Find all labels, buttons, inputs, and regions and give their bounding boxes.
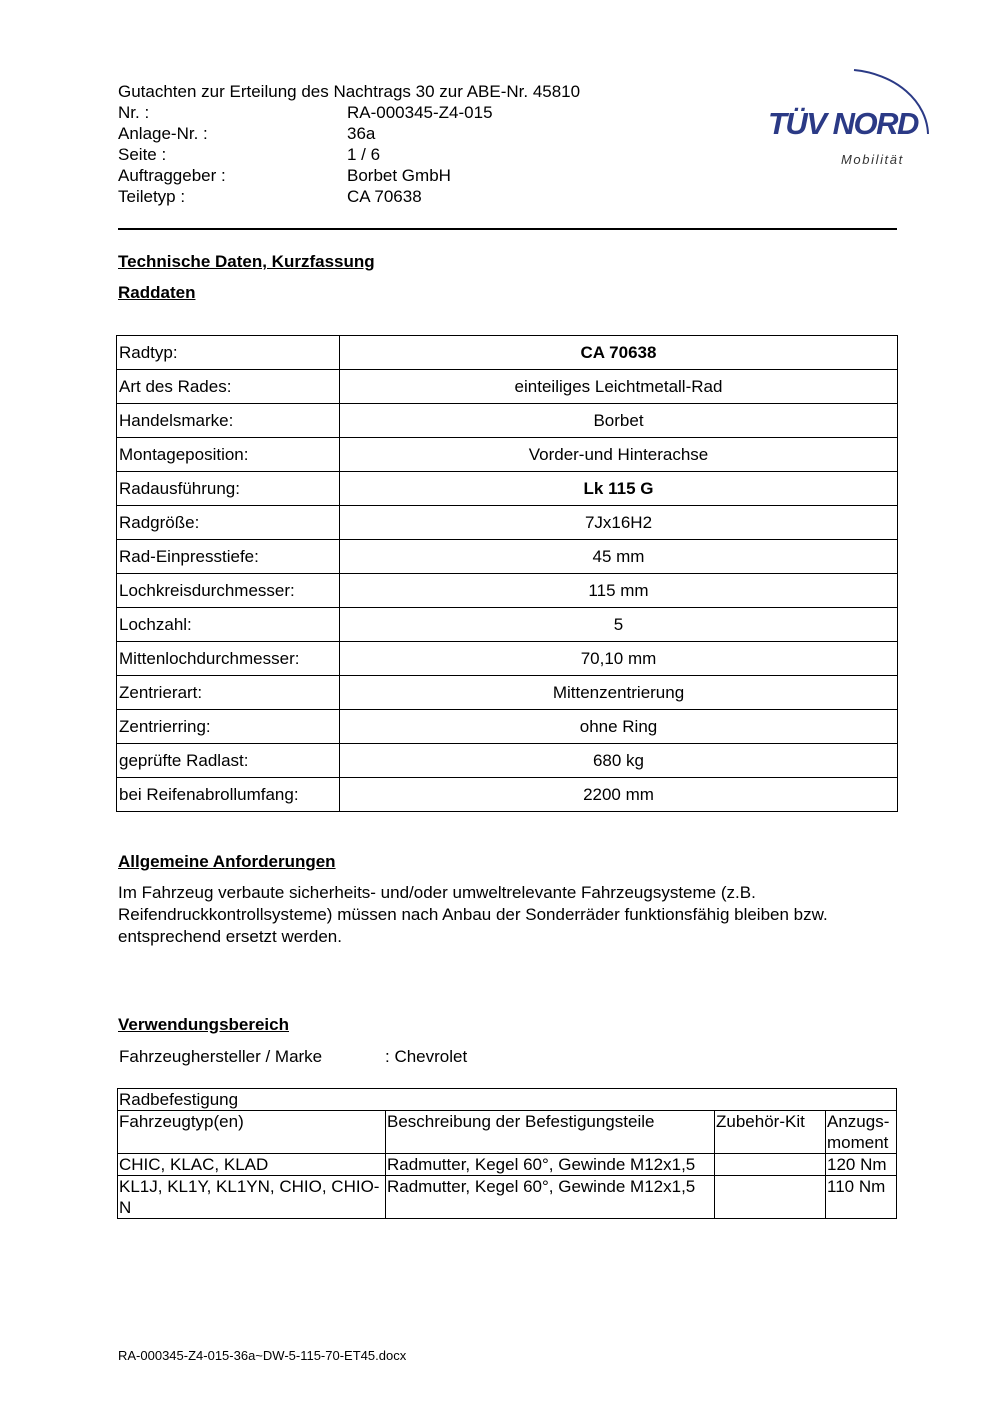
table-row [117,710,898,744]
table-cell-label: Radgröße: [117,506,340,540]
fahrzeughersteller-label: Fahrzeughersteller / Marke [119,1047,323,1066]
table-cell: Radmutter, Kegel 60°, Gewinde M12x1,5 [386,1154,715,1176]
section-heading-verwendungsbereich: Verwendungsbereich [118,1015,289,1034]
table-cell: Radmutter, Kegel 60°, Gewinde M12x1,5 [386,1176,715,1219]
footer-filename: RA-000345-Z4-015-36a~DW-5-115-70-ET45.docx [118,1348,407,1363]
table-row [117,540,898,574]
radbefestigung-table [117,1088,897,1219]
header-divider [118,228,897,230]
table-cell-value: Vorder-und Hinterachse [340,438,898,472]
header-row-nr [118,102,493,123]
table-cell [715,1154,826,1176]
table-row [118,1154,897,1176]
table-cell-label: Handelsmarke: [117,404,340,438]
table-cell-value: 5 [340,608,898,642]
table-row [117,744,898,778]
table-row [117,438,898,472]
table-cell: 120 Nm [826,1154,897,1176]
logo-subtext: Mobilität [841,152,904,167]
logo-wordmark: TÜV NORD [768,106,918,141]
header-label: Auftraggeber : [118,166,226,185]
header-value: 36a [347,124,376,143]
table-cell-value: ohne Ring [340,710,898,744]
table-cell: 110 Nm [826,1176,897,1219]
fahrzeughersteller-value: : Chevrolet [385,1047,468,1066]
header-row-seite [118,144,493,165]
table-row [117,642,898,676]
table-row [117,404,898,438]
table-cell-label: Radausführung: [117,472,340,506]
table-cell-value: einteiliges Leichtmetall-Rad [340,370,898,404]
document-title: Gutachten zur Erteilung des Nachtrags 30 zur ABE-Nr. 45810 [118,82,581,101]
header-row-anlage [118,123,493,144]
table-cell-value: 7Jx16H2 [340,506,898,540]
column-header: Zubehör-Kit [715,1111,826,1154]
table-row [118,1176,897,1219]
table-cell-label: Radtyp: [117,336,340,370]
table-cell-label: Rad-Einpresstiefe: [117,540,340,574]
table-cell-value: Lk 115 G [340,472,898,506]
column-header: Beschreibung der Befestigungsteile [386,1111,715,1154]
header-row-teiletyp [118,186,493,207]
header-label: Nr. : [118,103,150,122]
header-row-auftraggeber [118,165,493,186]
table-cell-label: Mittenlochdurchmesser: [117,642,340,676]
fahrzeughersteller-line [119,1046,467,1067]
table-cell-label: Art des Rades: [117,370,340,404]
section-heading-technische-daten: Technische Daten, Kurzfassung [118,252,375,271]
tuv-nord-logo [764,58,942,170]
table-cell-label: Zentrierring: [117,710,340,744]
table-cell-label: geprüfte Radlast: [117,744,340,778]
table-header-row [118,1111,897,1154]
table-cell-label: Montageposition: [117,438,340,472]
table-cell-value: 45 mm [340,540,898,574]
table-cell-value: 70,10 mm [340,642,898,676]
table-cell-label: Lochzahl: [117,608,340,642]
column-header: Fahrzeugtyp(en) [118,1111,386,1154]
table-row [117,608,898,642]
table-title-cell: Radbefestigung [118,1089,897,1111]
table-row [117,574,898,608]
table-cell-value: 2200 mm [340,778,898,812]
table-row [117,506,898,540]
table-cell-value: CA 70638 [340,336,898,370]
table-row [118,1089,897,1111]
table-cell-value: Borbet [340,404,898,438]
table-row [117,370,898,404]
table-cell: CHIC, KLAC, KLAD [118,1154,386,1176]
section-heading-raddaten: Raddaten [118,283,196,302]
table-row [117,778,898,812]
table-cell-label: Zentrierart: [117,676,340,710]
header-value: Borbet GmbH [347,166,451,185]
allgemeine-paragraph: Im Fahrzeug verbaute sicherheits- und/oder umweltrelevante Fahrzeugsysteme (z.B. Reifendruckkontrollsysteme) müssen nach Anbau der Sonderräder funktionsfähig bleiben bzw. entsprechend ersetzt werden. [118,883,828,946]
table-cell-value: 680 kg [340,744,898,778]
table-row [117,676,898,710]
header-info [118,102,493,207]
table-cell-value: 115 mm [340,574,898,608]
section-heading-allgemeine: Allgemeine Anforderungen [118,852,336,871]
table-cell: KL1J, KL1Y, KL1YN, CHIO, CHIO-N [118,1176,386,1219]
table-cell-label: Lochkreisdurchmesser: [117,574,340,608]
column-header: Anzugs-moment [826,1111,897,1154]
header-value: 1 / 6 [347,145,381,164]
table-row [117,472,898,506]
header-label: Anlage-Nr. : [118,124,208,143]
header-label: Teiletyp : [118,187,186,206]
table-row [117,336,898,370]
table-cell [715,1176,826,1219]
header-label: Seite : [118,145,167,164]
header-value: CA 70638 [347,187,422,206]
table-cell-label: bei Reifenabrollumfang: [117,778,340,812]
raddaten-table [116,335,898,812]
header-value: RA-000345-Z4-015 [347,103,493,122]
table-cell-value: Mittenzentrierung [340,676,898,710]
